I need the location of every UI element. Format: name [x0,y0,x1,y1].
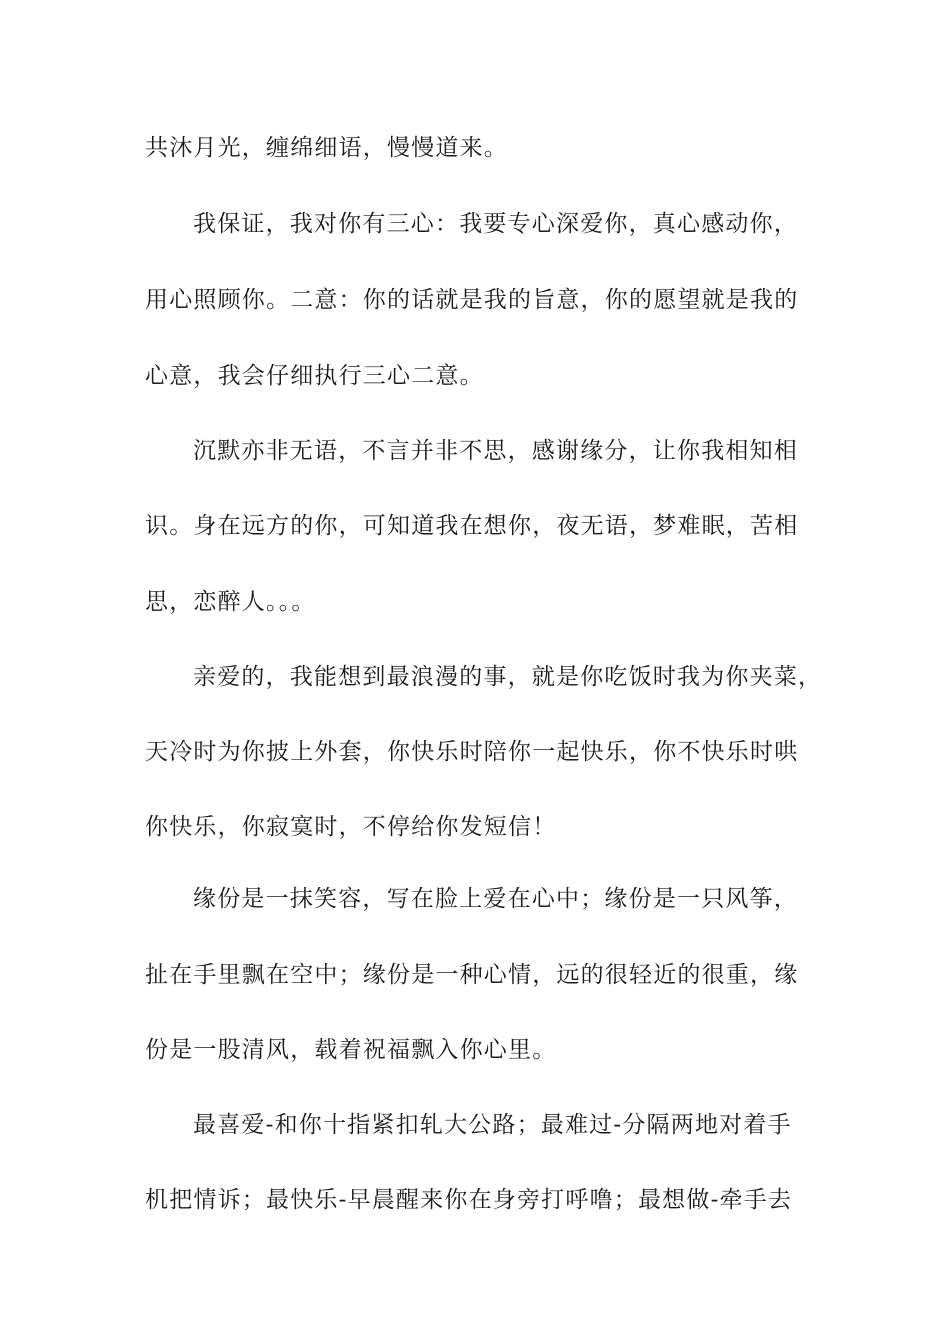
text-line: 共沐月光，缠绵细语，慢慢道来。 [145,135,508,161]
text-line: 份是一股清风，载着祝福飘入你心里。 [145,1037,557,1063]
text-line: 你快乐，你寂寞时，不停给你发短信！ [145,814,557,840]
text-line: 用心照顾你。二意：你的话就是我的旨意，你的愿望就是我的 [145,287,799,313]
text-line: 亲爱的，我能想到最浪漫的事，就是你吃饭时我为你夹菜， [193,664,823,690]
text-line: 沉默亦非无语，不言并非不思，感谢缘分，让你我相知相 [193,438,798,464]
text-line: 最喜爱-和你十指紧扣轧大公路；最难过-分隔两地对着手 [193,1112,792,1138]
text-line: 我保证，我对你有三心：我要专心深爱你，真心感动你， [193,211,798,237]
text-line: 心意，我会仔细执行三心二意。 [145,363,484,389]
text-line: 机把情诉；最快乐-早晨醒来你在身旁打呼噜；最想做-牵手去 [145,1187,793,1213]
text-line: 扯在手里飘在空中；缘份是一种心情，远的很轻近的很重，缘 [145,962,799,988]
text-line: 思，恋醉人。。。 [145,589,316,615]
text-line: 缘份是一抹笑容，写在脸上爱在心中；缘份是一只风筝， [193,886,798,912]
text-line: 识。身在远方的你，可知道我在想你，夜无语，梦难眠，苦相 [145,513,799,539]
text-line: 天冷时为你披上外套，你快乐时陪你一起快乐，你不快乐时哄 [145,739,799,765]
